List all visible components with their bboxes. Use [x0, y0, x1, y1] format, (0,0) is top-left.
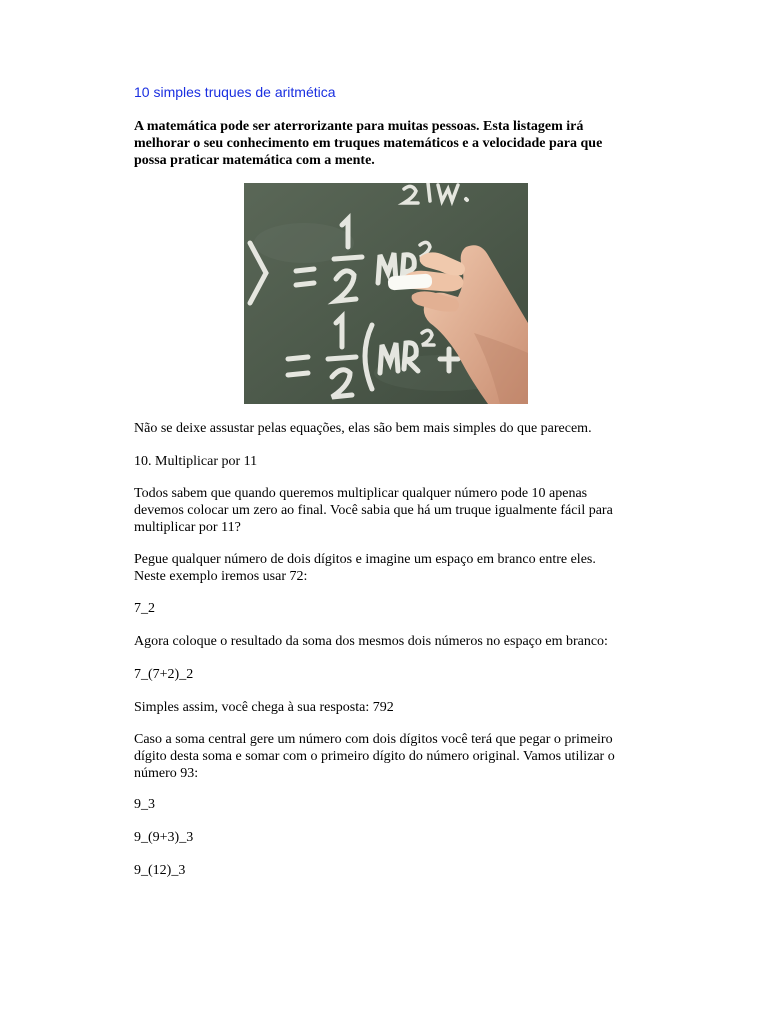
body-paragraph [134, 485, 654, 536]
paragraph-line: Neste exemplo iremos usar 72: [134, 569, 308, 584]
example-line [134, 666, 654, 683]
section-heading [134, 453, 654, 470]
paragraph-line: dígito desta soma e somar com o primeiro dígito do número original. Vamos utilizar o [134, 749, 615, 764]
chalkboard-photo [244, 183, 528, 404]
paragraph-line: 9_(12)_3 [134, 863, 186, 878]
paragraph-line: 9_3 [134, 797, 155, 812]
paragraph-line: 7_2 [134, 601, 155, 616]
body-paragraph [134, 420, 654, 437]
paragraph-line: número 93: [134, 766, 199, 781]
example-line [134, 829, 654, 846]
paragraph-line: multiplicar por 11? [134, 520, 241, 535]
paragraph-line: Caso a soma central gere um número com dois dígitos você terá que pegar o primeiro [134, 732, 613, 747]
body-paragraph [134, 699, 654, 716]
intro-line: possa praticar matemática com a mente. [134, 153, 375, 168]
intro-line: melhorar o seu conhecimento em truques matemáticos e a velocidade para que [134, 136, 603, 151]
paragraph-line: Agora coloque o resultado da soma dos mesmos dois números no espaço em branco: [134, 634, 608, 649]
paragraph-line: 7_(7+2)_2 [134, 667, 194, 682]
example-line [134, 862, 654, 879]
paragraph-line: devemos colocar um zero ao final. Você sabia que há um truque igualmente fácil para [134, 503, 613, 518]
body-paragraph [134, 633, 654, 650]
intro-paragraph [134, 118, 634, 169]
intro-line: A matemática pode ser aterrorizante para muitas pessoas. Esta listagem irá [134, 119, 584, 134]
paragraph-line: 9_(9+3)_3 [134, 830, 194, 845]
paragraph-line: Simples assim, você chega à sua resposta: 792 [134, 700, 394, 715]
paragraph-line: Todos sabem que quando queremos multiplicar qualquer número pode 10 apenas [134, 486, 588, 501]
body-paragraph [134, 551, 654, 585]
paragraph-line: Não se deixe assustar pelas equações, elas são bem mais simples do que parecem. [134, 421, 592, 436]
paragraph-line: 10. Multiplicar por 11 [134, 454, 258, 469]
paragraph-line: Pegue qualquer número de dois dígitos e imagine um espaço em branco entre eles. [134, 552, 596, 567]
document-title: 10 simples truques de aritmética [134, 84, 336, 100]
example-line [134, 600, 654, 617]
example-line [134, 796, 654, 813]
body-paragraph [134, 731, 654, 782]
